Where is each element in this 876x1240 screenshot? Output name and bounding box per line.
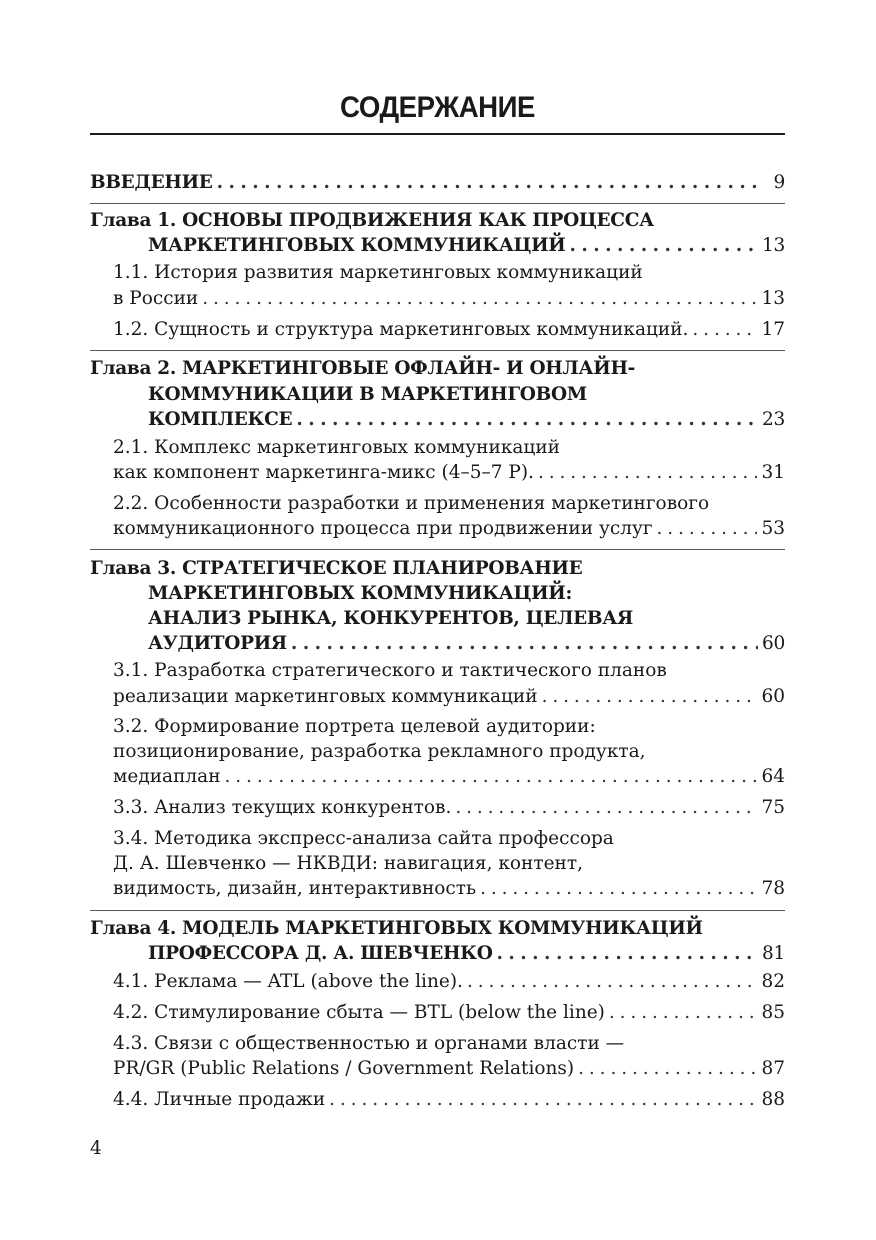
- toc-section-3-4[interactable]: [113, 826, 785, 852]
- leader-dots: [538, 460, 758, 486]
- page-number: 13: [762, 235, 785, 256]
- toc-chapter-1-end[interactable]: [148, 233, 785, 259]
- toc-section-3-1[interactable]: [113, 658, 785, 684]
- toc-section-1-2[interactable]: [113, 317, 785, 343]
- leader-dots: [692, 317, 757, 343]
- toc-chapter-3-line2[interactable]: [148, 581, 785, 607]
- page-number: 60: [761, 686, 785, 707]
- leader-dots: [225, 764, 758, 790]
- toc-section-4-1[interactable]: [113, 969, 785, 995]
- toc-chapter-2-end[interactable]: [148, 407, 785, 433]
- leader-dots: [467, 969, 758, 995]
- toc-entry-label: 4.3. Связи с общественностью и органами власти —: [113, 1033, 625, 1054]
- toc-entry-label: 1.2. Сущность и структура маркетинговых коммуникаций.: [113, 319, 689, 340]
- page-number: 17: [761, 319, 785, 340]
- leader-dots: [480, 876, 757, 902]
- toc-section-3-2[interactable]: [113, 714, 785, 740]
- toc-entry-label: Д. А. Шевченко — НКВДИ: навигация, контент,: [113, 853, 583, 874]
- toc-entry-label: в России: [113, 288, 199, 309]
- page-number: 9: [773, 172, 785, 193]
- leader-dots: [657, 516, 758, 542]
- page-number: 60: [762, 633, 785, 654]
- toc-section-2-1-end[interactable]: [113, 460, 785, 486]
- page-number: 88: [761, 1089, 785, 1110]
- toc-entry-label: АУДИТОРИЯ: [148, 633, 287, 654]
- toc-entry-label: ВВЕДЕНИЕ: [90, 172, 213, 193]
- toc-entry-label: 3.4. Методика экспресс-анализа сайта профессора: [113, 828, 614, 849]
- leader-dots: [217, 170, 759, 196]
- toc-entry-label: Глава 3. СТРАТЕГИЧЕСКОЕ ПЛАНИРОВАНИЕ: [90, 558, 583, 579]
- toc-section-4-4[interactable]: [113, 1087, 785, 1113]
- leader-dots: [569, 233, 758, 259]
- page-number: 87: [761, 1058, 785, 1079]
- leader-dots: [455, 795, 757, 821]
- toc-section-1-1[interactable]: [113, 260, 785, 286]
- toc-entry-label: PR/GR (Public Relations / Government Relations): [113, 1058, 575, 1079]
- toc-section-3-4-end[interactable]: [113, 876, 785, 902]
- toc-entry-label: 2.2. Особенности разработки и применения маркетингового: [113, 493, 710, 514]
- toc-entry-label: реализации маркетинговых коммуникаций: [113, 686, 538, 707]
- toc-section-2-2[interactable]: [113, 491, 785, 517]
- toc-chapter-4[interactable]: [90, 916, 785, 942]
- page-number: 82: [761, 971, 785, 992]
- page-number: 13: [761, 288, 785, 309]
- toc-entry-label: 3.1. Разработка стратегического и тактического планов: [113, 660, 667, 681]
- toc-section-4-3[interactable]: [113, 1031, 785, 1057]
- toc-entry-label: КОММУНИКАЦИИ В МАРКЕТИНГОВОМ: [148, 384, 587, 405]
- leader-dots: [609, 1000, 758, 1026]
- toc-section-3-4-line2[interactable]: [113, 851, 785, 877]
- toc-section-4-3-end[interactable]: [113, 1056, 785, 1082]
- toc-section-4-2[interactable]: [113, 1000, 785, 1026]
- toc-entry-label: как компонент маркетинга-микс (4–5–7 P).: [113, 462, 534, 483]
- toc-entry-label: 4.2. Стимулирование сбыта — BTL (below the line): [113, 1002, 605, 1023]
- toc-entry-label: позиционирование, разработка рекламного продукта,: [113, 741, 646, 762]
- toc-chapter-3-line3[interactable]: [148, 606, 785, 632]
- page-number: 23: [762, 409, 785, 430]
- toc-entry-label: Глава 2. МАРКЕТИНГОВЫЕ ОФЛАЙН- И ОНЛАЙН-: [90, 358, 635, 379]
- section-divider: [90, 203, 785, 204]
- leader-dots: [542, 684, 758, 710]
- toc-entry-label: 4.4. Личные продажи: [113, 1089, 326, 1110]
- toc-entry-label: медиаплан: [113, 766, 221, 787]
- toc-section-3-1-end[interactable]: [113, 684, 785, 710]
- page-number: 85: [761, 1002, 785, 1023]
- section-divider: [90, 910, 785, 911]
- title-rule: [90, 133, 785, 135]
- leader-dots: [291, 631, 758, 657]
- toc-section-3-2-end[interactable]: [113, 764, 785, 790]
- toc-entry-label: КОМПЛЕКСЕ: [148, 409, 293, 430]
- folio-page-number: 4: [90, 1138, 102, 1159]
- toc-entry-label: 1.1. История развития маркетинговых коммуникаций: [113, 262, 643, 283]
- toc-entry-label: 3.3. Анализ текущих конкурентов.: [113, 797, 452, 818]
- section-divider: [90, 350, 785, 351]
- toc-entry-label: МАРКЕТИНГОВЫХ КОММУНИКАЦИЙ: [148, 235, 566, 256]
- toc-chapter-3[interactable]: [90, 556, 785, 582]
- toc-chapter-3-end[interactable]: [148, 631, 785, 657]
- leader-dots: [497, 941, 759, 967]
- toc-entry-label: 4.1. Реклама — ATL (above the line).: [113, 971, 463, 992]
- toc-entry-label: 2.1. Комплекс маркетинговых коммуникаций: [113, 437, 560, 458]
- toc-entry-label: Глава 4. МОДЕЛЬ МАРКЕТИНГОВЫХ КОММУНИКАЦИЙ: [90, 918, 703, 939]
- toc-entry-label: АНАЛИЗ РЫНКА, КОНКУРЕНТОВ, ЦЕЛЕВАЯ: [148, 608, 634, 629]
- page-number: 64: [761, 766, 785, 787]
- toc-entry-label: 3.2. Формирование портрета целевой аудитории:: [113, 716, 596, 737]
- toc-entry-intro[interactable]: [90, 170, 785, 196]
- toc-entry-label: ПРОФЕССОРА Д. А. ШЕВЧЕНКО: [148, 943, 493, 964]
- leader-dots: [329, 1087, 757, 1113]
- leader-dots: [296, 407, 758, 433]
- leader-dots: [202, 286, 757, 312]
- toc-section-1-1-end[interactable]: [113, 286, 785, 312]
- toc-entry-label: видимость, дизайн, интерактивность: [113, 878, 477, 899]
- page-number: 81: [762, 943, 785, 964]
- toc-chapter-2[interactable]: [90, 356, 785, 382]
- toc-entry-label: Глава 1. ОСНОВЫ ПРОДВИЖЕНИЯ КАК ПРОЦЕССА: [90, 210, 654, 231]
- section-divider: [90, 549, 785, 550]
- leader-dots: [578, 1056, 757, 1082]
- toc-entry-label: коммуникационного процесса при продвижении услуг: [113, 518, 653, 539]
- page-number: 53: [761, 518, 785, 539]
- toc-entry-label: МАРКЕТИНГОВЫХ КОММУНИКАЦИЙ:: [148, 583, 572, 604]
- toc-section-3-3[interactable]: [113, 795, 785, 821]
- toc-section-3-2-line2[interactable]: [113, 739, 785, 765]
- toc-chapter-4-end[interactable]: [148, 941, 785, 967]
- page-number: 75: [761, 797, 785, 818]
- page-number: 78: [761, 878, 785, 899]
- page-title: СОДЕРЖАНИЕ: [340, 91, 535, 124]
- toc-section-2-1[interactable]: [113, 435, 785, 461]
- toc-section-2-2-end[interactable]: [113, 516, 785, 542]
- page-number: 31: [761, 462, 785, 483]
- toc-chapter-1[interactable]: [90, 208, 785, 234]
- toc-chapter-2-line2[interactable]: [148, 382, 785, 408]
